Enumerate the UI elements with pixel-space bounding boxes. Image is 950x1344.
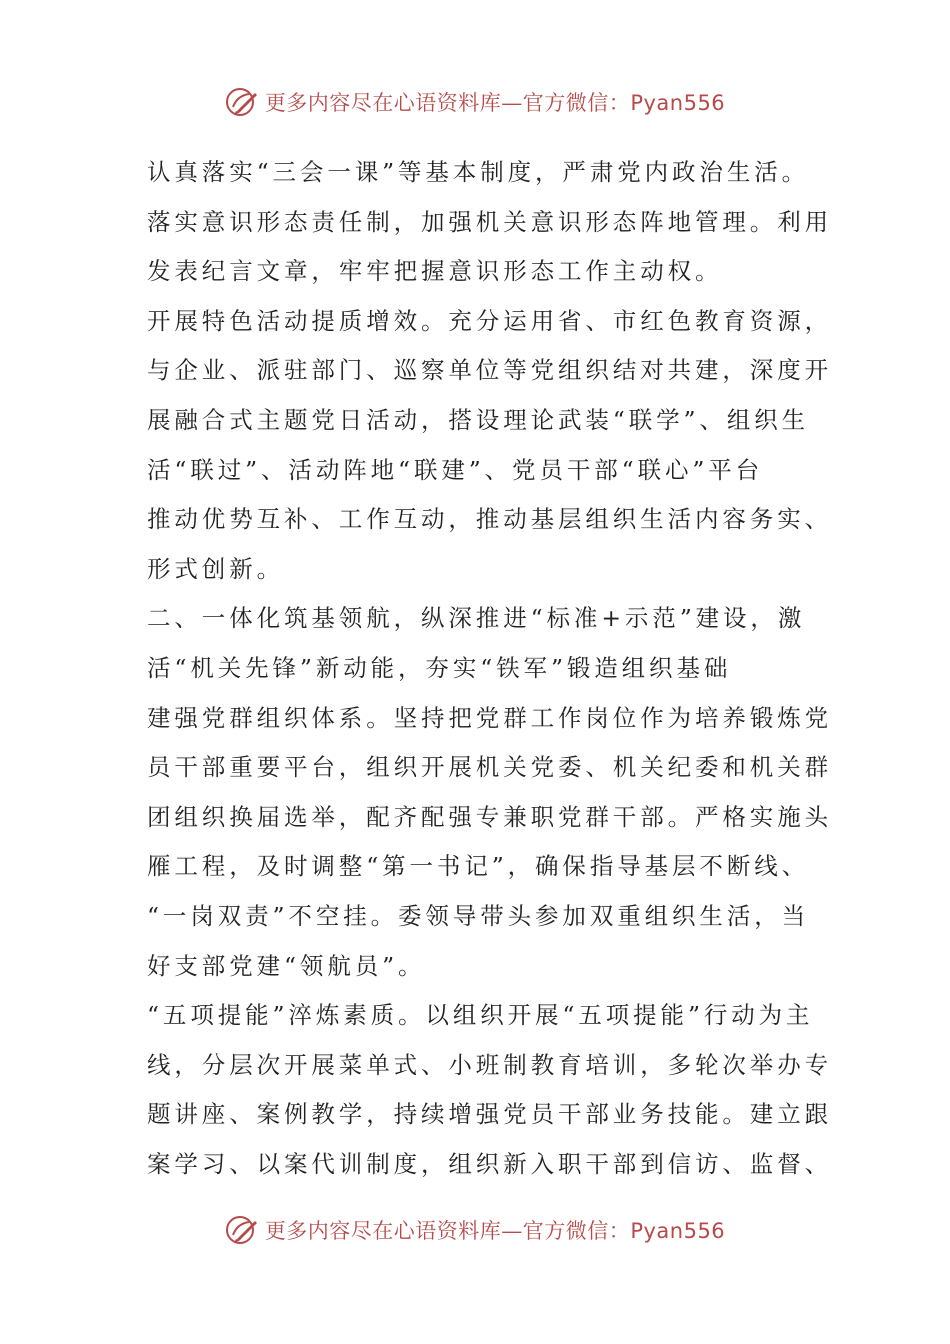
body-line: 题讲座、案例教学，持续增强党员干部业务技能。建立跟	[147, 1100, 832, 1129]
body-line: “五项提能”淬炼素质。以组织开展“五项提能”行动为主	[147, 1001, 814, 1030]
body-line: 好支部党建“领航员”。	[147, 951, 426, 980]
wechat-id: Pyan556	[630, 91, 726, 115]
body-line: 发表纪言文章，牢牢把握意识形态工作主动权。	[147, 257, 723, 286]
body-line: 雁工程，及时调整“第一书记”，确保指导基层不断线、	[147, 852, 810, 881]
watermark-text: 更多内容尽在心语资料库—官方微信：Pyan556	[264, 91, 726, 115]
footer-watermark-banner	[0, 1210, 950, 1250]
body-line: 开展特色活动提质增效。充分运用省、市红色教育资源，	[147, 306, 832, 335]
wechat-id: Pyan556	[630, 1219, 726, 1243]
body-line: 案学习、以案代训制度，组织新入职干部到信访、监督、	[147, 1149, 832, 1178]
body-line: 推动优势互补、工作互动，推动基层组织生活内容务实、	[147, 505, 832, 534]
pen-logo-icon	[225, 1213, 259, 1247]
header-watermark-banner	[0, 82, 950, 122]
body-line: 与企业、派驻部门、巡察单位等党组织结对共建，深度开	[147, 356, 832, 385]
document-body	[147, 148, 832, 1189]
pen-logo-icon	[225, 85, 259, 119]
body-line: 线，分层次开展菜单式、小班制教育培训，多轮次举办专	[147, 1050, 832, 1079]
body-line: “一岗双责”不空挂。委领导带头参加双重组织生活，当	[147, 901, 810, 930]
body-line: 形式创新。	[147, 554, 284, 583]
watermark-text: 更多内容尽在心语资料库—官方微信：Pyan556	[264, 1219, 726, 1243]
body-line: 认真落实“三会一课”等基本制度，严肃党内政治生活。	[147, 158, 810, 186]
body-line: 落实意识形态责任制，加强机关意识形态阵地管理。利用	[147, 207, 832, 236]
body-line: 团组织换届选举，配齐配强专兼职党群干部。严格实施头	[147, 802, 832, 831]
body-line: 活“联过”、活动阵地“联建”、党员干部“联心”平台	[147, 455, 764, 484]
section-heading-line: 活“机关先锋”新动能，夯实“铁军”锻造组织基础	[147, 653, 732, 682]
body-line: 建强党群组织体系。坚持把党群工作岗位作为培养锻炼党	[147, 703, 832, 732]
body-line: 员干部重要平台，组织开展机关党委、机关纪委和机关群	[147, 753, 832, 782]
body-line: 展融合式主题党日活动，搭设理论武装“联学”、组织生	[147, 405, 810, 434]
section-heading-line: 二、一体化筑基领航，纵深推进“标准+示范”建设，激	[147, 604, 806, 633]
